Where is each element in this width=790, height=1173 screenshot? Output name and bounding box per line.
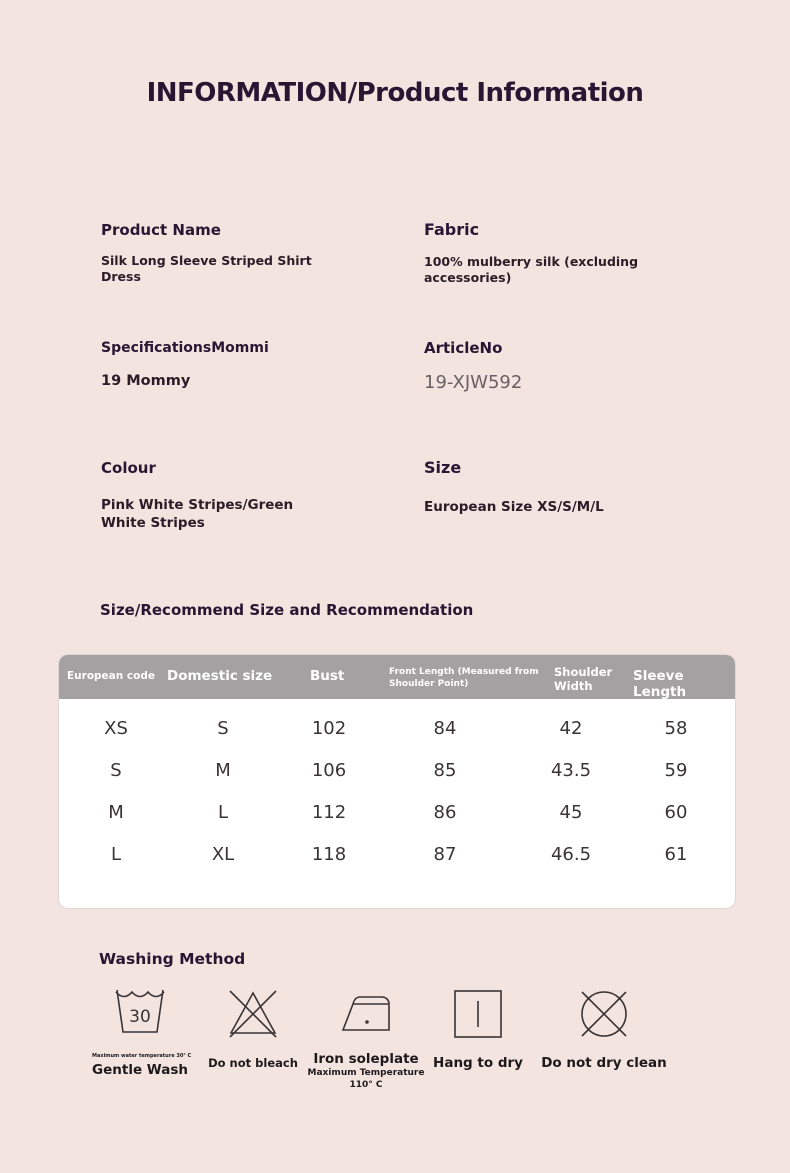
table-header — [59, 655, 735, 699]
article-value: 19-XJW592 — [424, 372, 523, 393]
colour-label: Colour — [101, 459, 156, 477]
no-bleach-icon — [227, 989, 279, 1039]
cell-shoulder-width: 46.5 — [550, 844, 592, 865]
size-value: European Size XS/S/M/L — [424, 499, 604, 515]
specifications-value: 19 Mommy — [101, 373, 191, 389]
fabric-value-line2: accessories) — [424, 270, 512, 285]
iron-icon — [340, 994, 392, 1034]
cell-domestic: S — [217, 718, 229, 739]
article-block — [424, 339, 704, 391]
hang-to-dry-item — [430, 989, 526, 1071]
specifications-block — [101, 340, 381, 390]
hang-to-dry-label: Hang to dry — [433, 1055, 523, 1071]
size-label: Size — [424, 458, 462, 477]
cell-bust: 112 — [311, 802, 347, 823]
cell-sleeve-length: 60 — [664, 802, 688, 823]
gentle-wash-label: Gentle Wash — [92, 1062, 188, 1078]
header-sleeve-length: Sleeve Length — [633, 668, 687, 700]
header-domestic-size: Domestic size — [167, 668, 273, 684]
no-dry-clean-icon — [578, 989, 630, 1039]
cell-bust: 118 — [311, 844, 347, 865]
do-not-bleach-label: Do not bleach — [208, 1056, 298, 1070]
cell-european: XS — [104, 718, 128, 739]
cell-shoulder-width: 42 — [559, 718, 583, 739]
cell-sleeve-length: 59 — [664, 760, 688, 781]
gentle-wash-temp-note: Maximum water temperature 30° C — [92, 1053, 192, 1059]
specifications-label: SpecificationsMommi — [101, 340, 269, 356]
do-not-dry-clean-item — [538, 989, 670, 1071]
article-label: ArticleNo — [424, 339, 503, 357]
cell-sleeve-length: 58 — [664, 718, 688, 739]
fabric-value — [424, 254, 724, 286]
size-table — [58, 654, 736, 909]
washing-method-title: Washing Method — [99, 950, 246, 968]
fabric-block — [424, 220, 724, 286]
cell-front-length: 84 — [433, 718, 457, 739]
do-not-bleach-item — [205, 989, 301, 1070]
colour-value-line1: Pink White Stripes/Green — [101, 497, 294, 513]
cell-european: M — [108, 802, 124, 823]
cell-bust: 106 — [311, 760, 347, 781]
fabric-value-line1: 100% mulberry silk (excluding — [424, 254, 639, 269]
header-bust: Bust — [310, 668, 345, 684]
product-name-label: Product Name — [101, 221, 221, 239]
cell-domestic: L — [217, 802, 229, 823]
size-section-title: Size/Recommend Size and Recommendation — [100, 601, 474, 619]
product-name-value-line1: Silk Long Sleeve Striped Shirt — [101, 253, 312, 268]
wash-temperature-text: 30 — [129, 1007, 151, 1027]
hang-dry-icon — [453, 989, 503, 1039]
cell-european: S — [110, 760, 122, 781]
cell-bust: 102 — [311, 718, 347, 739]
cell-domestic: M — [215, 760, 231, 781]
cell-front-length: 86 — [433, 802, 457, 823]
cell-front-length: 87 — [433, 844, 457, 865]
cell-front-length: 85 — [433, 760, 457, 781]
cell-domestic: XL — [211, 844, 235, 865]
header-front-length — [389, 666, 539, 690]
iron-item — [300, 994, 432, 1091]
colour-block — [101, 459, 381, 532]
product-name-value — [101, 253, 361, 285]
page-title: INFORMATION/Product Information — [146, 78, 644, 108]
gentle-wash-item — [92, 988, 192, 1078]
iron-max-temperature: Maximum Temperature — [307, 1068, 425, 1078]
header-shoulder-width — [554, 665, 612, 693]
header-front-length-line1: Front Length (Measured from — [389, 667, 539, 677]
cell-european: L — [110, 844, 122, 865]
cell-shoulder-width: 45 — [559, 802, 583, 823]
cell-shoulder-width: 43.5 — [550, 760, 592, 781]
product-name-value-line2: Dress — [101, 269, 141, 284]
header-front-length-line2: Shoulder Point) — [389, 679, 469, 689]
iron-temperature-value: 110° C — [349, 1080, 383, 1090]
header-european-code: European code — [67, 670, 155, 682]
iron-label: Iron soleplate — [313, 1051, 419, 1067]
size-block — [424, 458, 724, 516]
header-shoulder-width-line1: Shoulder — [554, 665, 613, 679]
fabric-label: Fabric — [424, 220, 480, 239]
colour-value-line2: White Stripes — [101, 515, 205, 531]
header-shoulder-width-line2: Width — [554, 679, 593, 693]
colour-value — [101, 496, 381, 532]
cell-sleeve-length: 61 — [664, 844, 688, 865]
product-name-block — [101, 221, 361, 285]
wash-tub-icon — [114, 988, 166, 1036]
do-not-dry-clean-label: Do not dry clean — [541, 1055, 667, 1071]
